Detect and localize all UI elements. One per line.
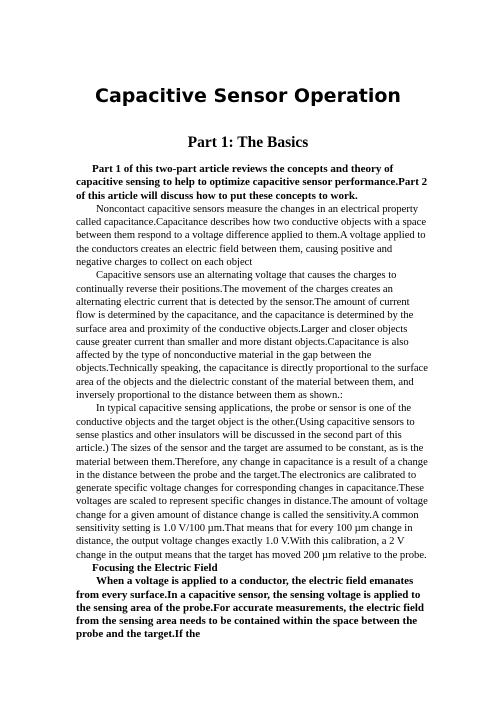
document-title: Capacitive Sensor Operation — [95, 85, 401, 107]
body-paragraph-1: Noncontact capacitive sensors measure the changes in an electrical property called capacitance.Capacitance describes how two conductive objects with a space between them respond to a voltage difference applied to them.A voltage applied to the conductors creates an electric field between them, causing positive and negative charges to collect on each object — [76, 203, 427, 269]
document-subtitle: Part 1: The Basics — [187, 134, 309, 151]
section-paragraph: When a voltage is applied to a conductor, the electric field emanates from every surface.In a capacitive sensor, the sensing voltage is applied to the sensing area of the probe.For accurate measurements, the electric field from the sensing area needs to be contained within the space between the probe and the target.If the — [76, 575, 425, 641]
intro-paragraph: Part 1 of this two-part article reviews the concepts and theory of capacitive sensing to help to optimize capacitive sensor performance.Part 2 of this article will discuss how to put these concepts to work. — [76, 163, 428, 202]
section-heading: Focusing the Electric Field — [92, 561, 218, 574]
body-paragraph-3: In typical capacitive sensing applications, the probe or sensor is one of the conductive objects and the target object is the other.(Using capacitive sensors to sense plastics and other insulators will be discussed in the second part of this article.) The sizes of the sensor and the target are assumed to be constant, as is the material between them.Therefore, any change in capacitance is a result of a change in the distance between the probe and the target.The electronics are calibrated to generate specific voltage changes for corresponding changes in capacitance.These voltages are scaled to represent specific changes in distance.The amount of voltage change for a given amount of distance change is called the sensitivity.A common sensitivity setting is 1.0 V/100 µm.That means that for every 100 µm change in distance, the output voltage changes exactly 1.0 V.With this calibration, a 2 V change in the output means that the target has moved 200 µm relative to the probe. — [76, 403, 428, 561]
body-paragraph-2: Capacitive sensors use an alternating voltage that causes the charges to continually reverse their positions.The movement of the charges creates an alternating electric current that is detected by the sensor.The amount of current flow is determined by the capacitance, and the capacitance is determined by the surface area and proximity of the conductive objects.Larger and closer objects cause greater current than smaller and more distant objects.Capacitance is also affected by the type of nonconductive material in the gap between the objects.Technically speaking, the capacitance is directly proportional to the surface area of the objects and the dielectric constant of the material between them, and inversely proportional to the distance between them as shown.: — [76, 270, 428, 402]
document-body — [76, 163, 430, 642]
